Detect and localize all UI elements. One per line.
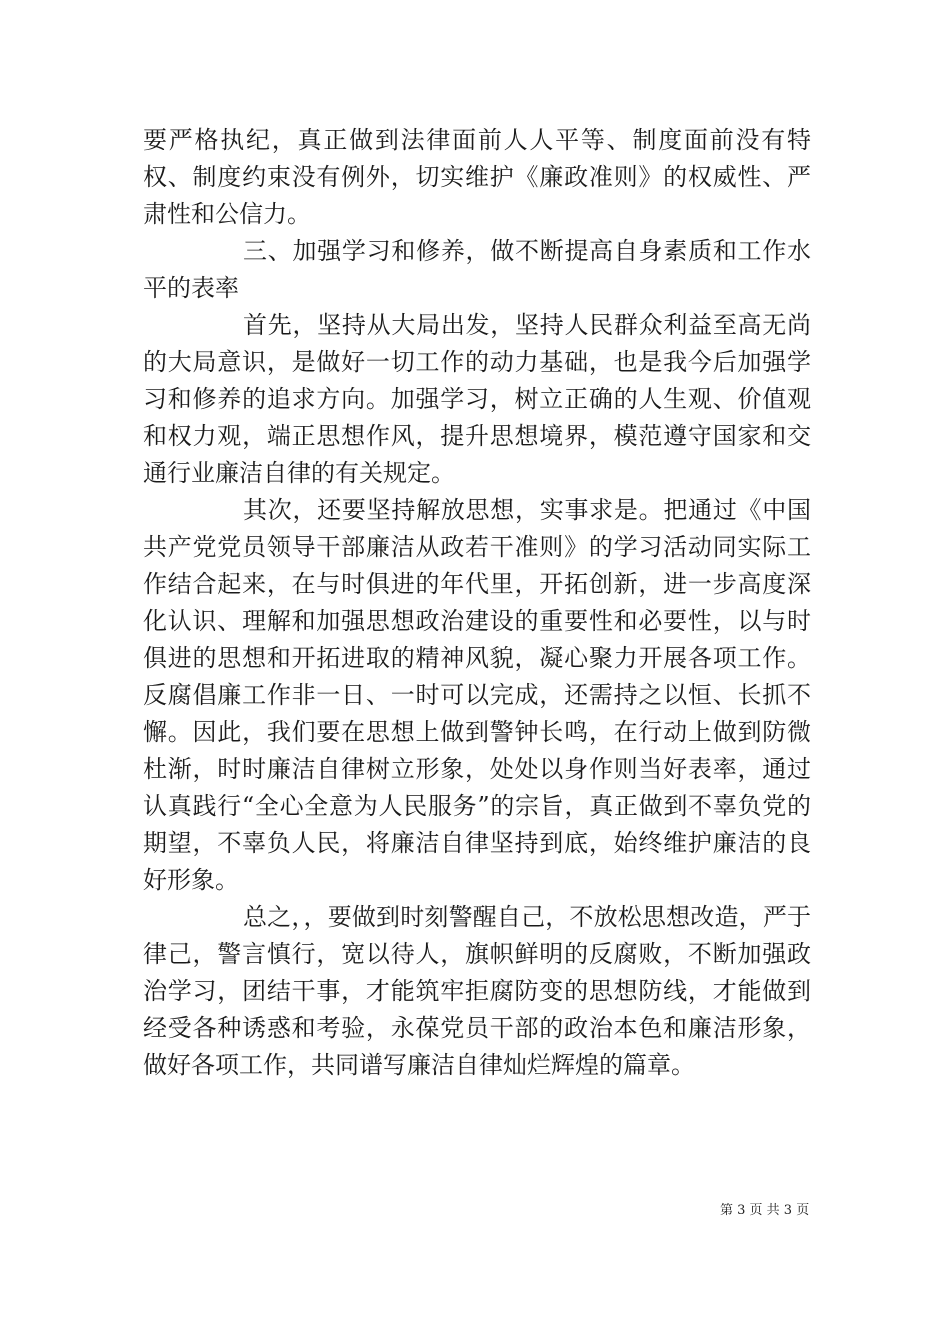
paragraph-first: 首先，坚持从大局出发，坚持人民群众利益至高无尚的大局意识，是做好一切工作的动力基础，也是我今后加强学习和修养的追求方向。加强学习，树立正确的人生观、价值观和权力观，端正思想作风，提升思想境界，模范遵守国家和交通行业廉洁自律的有关规定。 — [143, 311, 811, 487]
paragraph-second: 其次，还要坚持解放思想，实事求是。把通过《中国共产党党员领导干部廉洁从政若干准则》的学习活动同实际工作结合起来，在与时俱进的年代里，开拓创新，进一步高度深化认识、理解和加强思想政治建设的重要性和必要性，以与时俱进的思想和开拓进取的精神风貌，凝心聚力开展各项工作。反腐倡廉工作非一日、一时可以完成，还需持之以恒、长抓不懈。因此，我们要在思想上做到警钟长鸣，在行动上做到防微杜渐，时时廉洁自律树立形象，处处以身作则当好表率，通过认真践行“全心全意为人民服务”的宗旨，真正做到不辜负党的期望，不辜负人民，将廉洁自律坚持到底，始终维护廉洁的良好形象。 — [143, 496, 811, 894]
page-number: 第 3 页 共 3 页 — [720, 1203, 810, 1218]
document-body — [143, 122, 811, 1084]
section-heading: 三、加强学习和修养，做不断提高自身素质和工作水平的表率 — [143, 237, 811, 302]
paragraph-continuation: 要严格执纪，真正做到法律面前人人平等、制度面前没有特权、制度约束没有例外，切实维护《廉政准则》的权威性、严肃性和公信力。 — [143, 126, 811, 228]
paragraph-conclusion: 总之，，要做到时刻警醒自己，不放松思想改造，严于律己，警言慎行，宽以待人，旗帜鲜明的反腐败，不断加强政治学习，团结干事，才能筑牢拒腐防变的思想防线，才能做到经受各种诱惑和考验，永葆党员干部的政治本色和廉洁形象，做好各项工作，共同谱写廉洁自律灿烂辉煌的篇章。 — [143, 903, 811, 1079]
